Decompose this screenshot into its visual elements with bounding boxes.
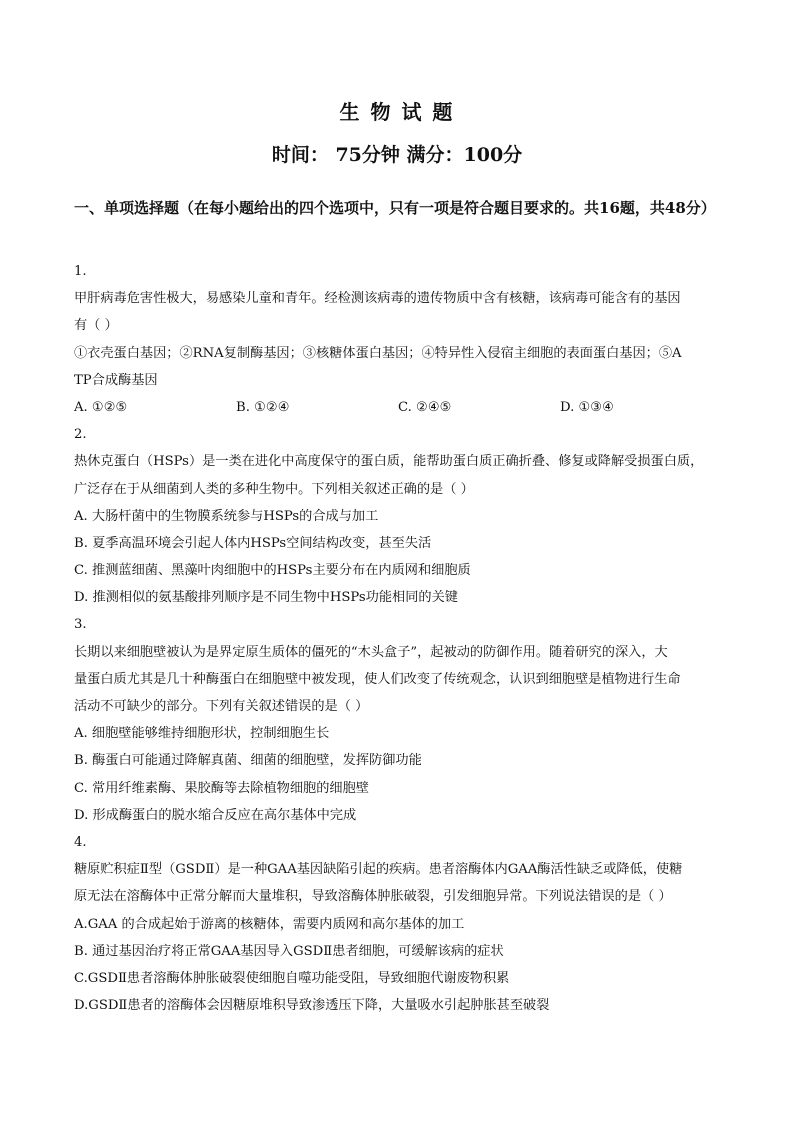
option-a: A. ①②⑤ (74, 399, 128, 415)
option-b: B. 酶蛋白可能通过降解真菌、细菌的细胞壁，发挥防御功能 (74, 753, 422, 769)
question-1 (74, 258, 724, 421)
question-stem-line: 原无法在溶酶体中正常分解而大量堆积，导致溶酶体肿胀破裂，引发细胞异常。下列说法错误的是（ ） (74, 889, 672, 905)
question-number: 4. (74, 834, 87, 850)
question-stem-line: 糖原贮积症Ⅱ型（GSDⅡ）是一种GAA基因缺陷引起的疾病。患者溶酶体内GAA酶活性缺乏或降低，使糖 (74, 862, 683, 878)
option-c: C. 推测蓝细菌、黑藻叶肉细胞中的HSPs主要分布在内质网和细胞质 (74, 563, 471, 579)
questions-list (74, 258, 724, 1019)
question-stem-line: 甲肝病毒危害性极大，易感染儿童和青年。经检测该病毒的遗传物质中含有核糖，该病毒可能含有的基因 (74, 291, 681, 307)
question-2 (74, 421, 724, 611)
question-stem-line: 长期以来细胞壁被认为是界定原生质体的僵死的“木头盒子”，起被动的防御作用。随着研究的深入，大 (74, 644, 668, 660)
option-d: D.GSDⅡ患者的溶酶体会因糖原堆积导致渗透压下降，大量吸水引起肿胀甚至破裂 (74, 998, 550, 1014)
option-b: B. 夏季高温环境会引起人体内HSPs空间结构改变，甚至失活 (74, 535, 432, 551)
option-c: C.GSDⅡ患者溶酶体肿胀破裂使细胞自噬功能受阻，导致细胞代谢废物积累 (74, 970, 510, 986)
option-d: D. 形成酶蛋白的脱水缩合反应在高尔基体中完成 (74, 807, 357, 823)
option-b: B. 通过基因治疗将正常GAA基因导入GSDⅡ患者细胞，可缓解该病的症状 (74, 943, 504, 959)
option-c: C. 常用纤维素酶、果胶酶等去除植物细胞的细胞壁 (74, 780, 369, 796)
exam-title: 生 物 试 题 (339, 100, 455, 124)
question-stem-line: TP合成酶基因 (74, 372, 158, 388)
question-number: 2. (74, 427, 87, 443)
question-stem-line: 广泛存在于从细菌到人类的多种生物中。下列相关叙述正确的是（ ） (74, 481, 474, 497)
question-3 (74, 611, 724, 829)
option-d: D. 推测相似的氨基酸排列顺序是不同生物中HSPs功能相同的关键 (74, 590, 458, 606)
option-a: A. 大肠杆菌中的生物膜系统参与HSPs的合成与加工 (74, 508, 379, 524)
option-a: A.GAA 的合成起始于游离的核糖体，需要内质网和高尔基体的加工 (74, 916, 465, 932)
question-number: 1. (74, 264, 87, 279)
option-a: A. 细胞壁能够维持细胞形状，控制细胞生长 (74, 726, 330, 742)
option-c: C. ②④⑤ (398, 399, 452, 415)
question-stem-line: 量蛋白质尤其是几十种酶蛋白在细胞壁中被发现，使人们改变了传统观念，认识到细胞壁是植物进行生命 (74, 671, 681, 687)
question-stem-line: 有（ ） (74, 318, 118, 334)
question-stem-line: 热休克蛋白（HSPs）是一类在进化中高度保守的蛋白质，能帮助蛋白质正确折叠、修复或降解受损蛋白质， (74, 454, 704, 470)
question-number: 3. (74, 617, 87, 633)
question-stem-line: 活动不可缺少的部分。下列有关叙述错误的是（ ） (74, 699, 369, 714)
question-4 (74, 829, 724, 1019)
section-heading-single-choice: 一、单项选择题（在每小题给出的四个选项中，只有一项是符合题目要求的。共16题，共48分） (74, 199, 716, 217)
option-d: D. ①③④ (560, 399, 614, 415)
option-b: B. ①②④ (236, 399, 290, 415)
question-stem-line: ①衣壳蛋白基因；②RNA复制酶基因；③核糖体蛋白基因；④特异性入侵宿主细胞的表面蛋白基因；⑤A (74, 345, 682, 361)
exam-time-and-score: 时间： 75分钟 满分：100分 (271, 144, 523, 166)
options-row (74, 394, 724, 421)
